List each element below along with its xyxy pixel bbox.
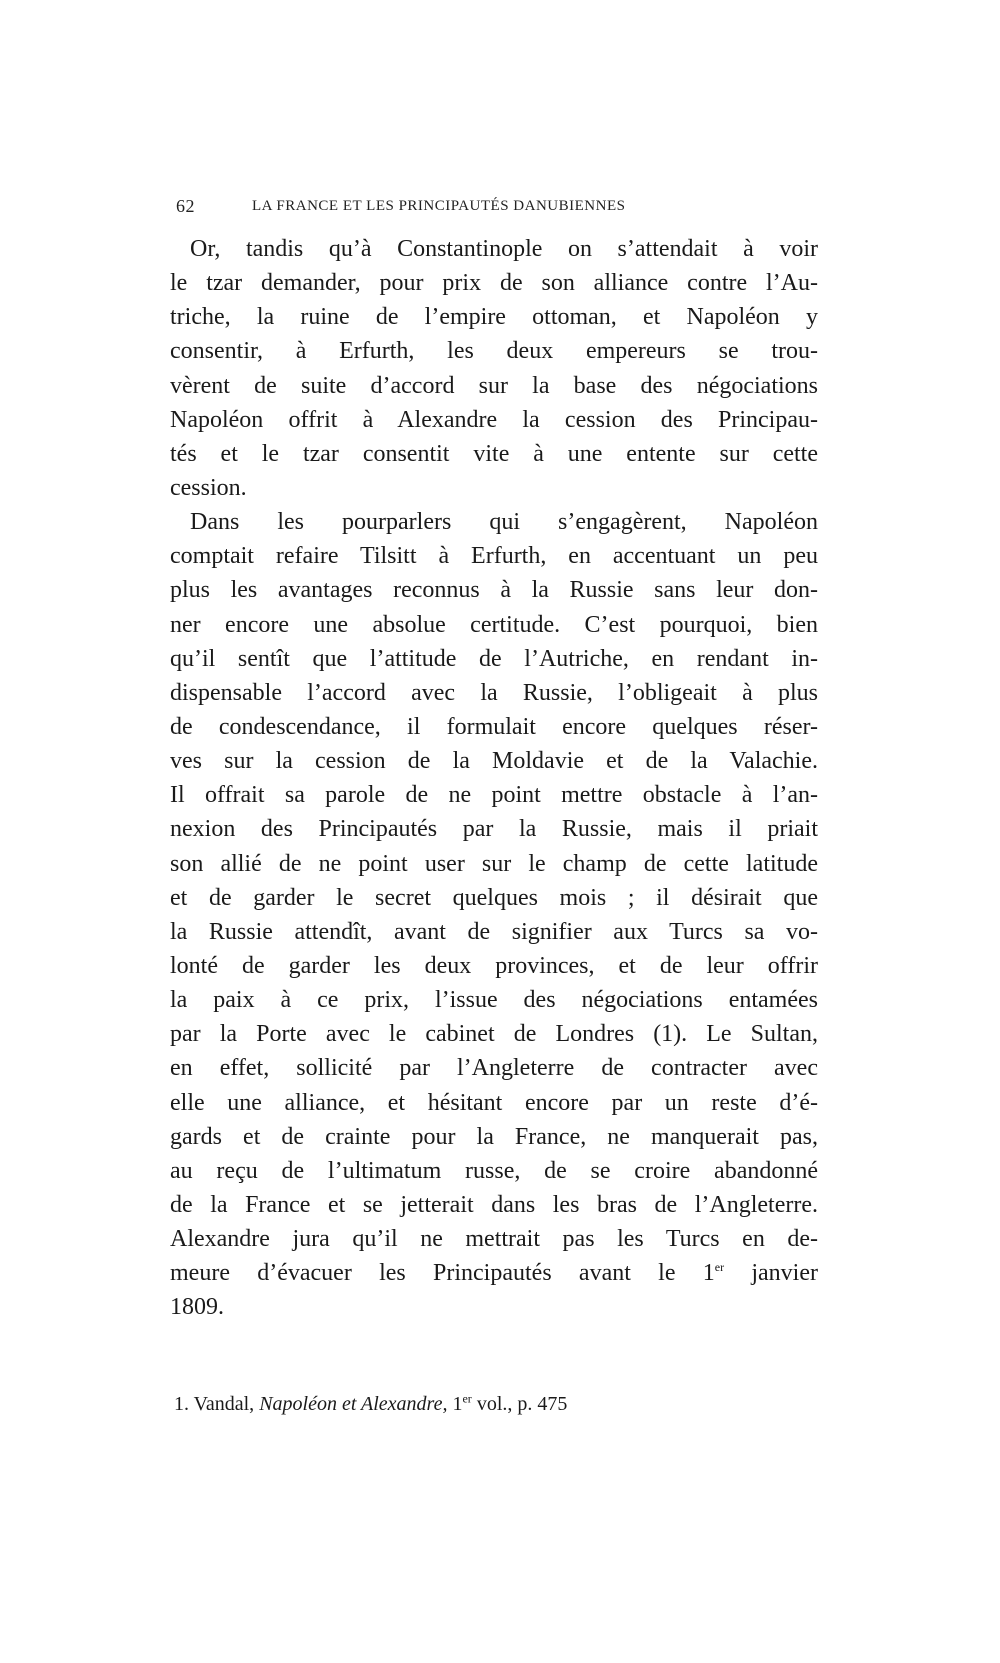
superscript: er	[462, 1391, 472, 1406]
text-line-part: janvier	[724, 1260, 818, 1287]
text-line: la paix à ce prix, l’issue des négociations entamées	[170, 987, 818, 1014]
text-line: en effet, sollicité par l’Angleterre de contracter avec	[170, 1055, 818, 1082]
text-line-part: meure d’évacuer les Principautés avant le 1	[170, 1260, 715, 1287]
text-line: ves sur la cession de la Moldavie et de la Valachie.	[170, 748, 818, 775]
running-title: LA FRANCE ET LES PRINCIPAUTÉS DANUBIENNES	[252, 198, 626, 214]
text-line: au reçu de l’ultimatum russe, de se croire abandonné	[170, 1157, 818, 1184]
text-line: Napoléon offrit à Alexandre la cession des Principau-	[170, 406, 818, 433]
text-line: Il offrait sa parole de ne point mettre obstacle à l’an-	[170, 782, 818, 809]
text-line: dispensable l’accord avec la Russie, l’obligeait à plus	[170, 679, 818, 706]
text-line: gards et de crainte pour la France, ne manquerait pas,	[170, 1123, 818, 1150]
text-line: 1809.	[170, 1294, 224, 1321]
text-line	[170, 1256, 818, 1290]
footnote-number: 1.	[174, 1393, 189, 1415]
text-line: Alexandre jura qu’il ne mettrait pas les Turcs en de-	[170, 1226, 818, 1253]
text-line: cession.	[170, 474, 247, 501]
text-line: par la Porte avec le cabinet de Londres (1). Le Sultan,	[170, 1021, 818, 1048]
text-line: qu’il sentît que l’attitude de l’Autriche, en rendant in-	[170, 645, 818, 672]
text-line: son allié de ne point user sur le champ de cette latitude	[170, 850, 818, 877]
text-line: le tzar demander, pour prix de son alliance contre l’Au-	[170, 270, 818, 297]
footnote-rest: vol., p. 475	[471, 1393, 568, 1415]
text-line: consentir, à Erfurth, les deux empereurs se trou-	[170, 338, 818, 365]
text-line: de condescendance, il formulait encore quelques réser-	[170, 713, 818, 740]
text-line: elle une alliance, et hésitant encore par un reste d’é-	[170, 1089, 818, 1116]
footnote-volume: 1	[452, 1393, 463, 1415]
text-line: Or, tandis qu’à Constantinople on s’attendait à voir	[190, 236, 818, 262]
text-line: lonté de garder les deux provinces, et de leur offrir	[170, 952, 818, 979]
footnote	[174, 1393, 814, 1416]
text-line: la Russie attendît, avant de signifier aux Turcs sa vo-	[170, 918, 818, 945]
text-line: triche, la ruine de l’empire ottoman, et Napoléon y	[170, 304, 818, 331]
text-line: ner encore une absolue certitude. C’est pourquoi, bien	[170, 611, 818, 638]
text-line: et de garder le secret quelques mois ; il désirait que	[170, 884, 818, 911]
text-line: Dans les pourparlers qui s’engagèrent, Napoléon	[190, 509, 818, 536]
text-line: de la France et se jetterait dans les bras de l’Angleterre.	[170, 1191, 818, 1218]
body-text	[170, 232, 818, 1325]
footnote-author: Vandal,	[193, 1393, 255, 1415]
text-line: plus les avantages reconnus à la Russie sans leur don-	[170, 577, 818, 604]
superscript: er	[714, 1260, 725, 1275]
text-line: nexion des Principautés par la Russie, mais il priait	[170, 816, 818, 843]
text-line: comptait refaire Tilsitt à Erfurth, en accentuant un peu	[170, 543, 818, 570]
page-number: 62	[176, 196, 195, 216]
footnote-title: Napoléon et Alexandre,	[259, 1393, 448, 1415]
text-line: vèrent de suite d’accord sur la base des négociations	[170, 372, 818, 399]
text-line: tés et le tzar consentit vite à une entente sur cette	[170, 440, 818, 467]
